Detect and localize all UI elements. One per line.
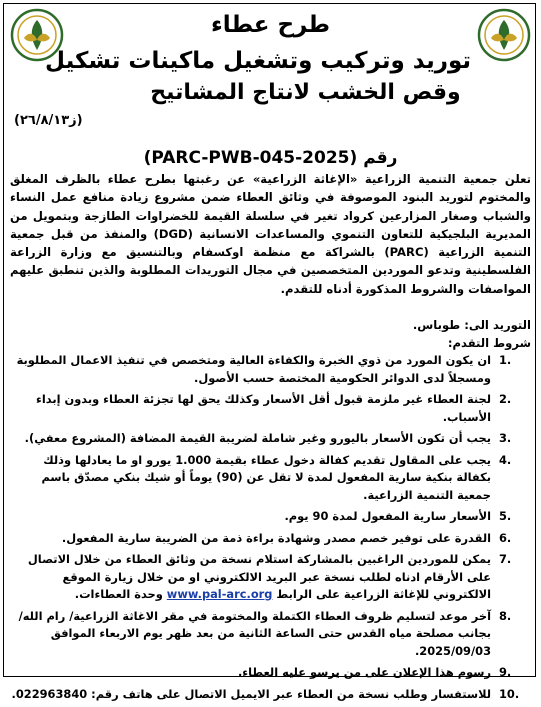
title-tender: طرح عطاء bbox=[210, 12, 331, 38]
condition-item: 5. الأسعار سارية المفعول لمدة 90 يوم. bbox=[284, 509, 512, 523]
title-pallet-wood: وقص الخشب لانتاج المشاتيح bbox=[150, 80, 461, 105]
supply-location: التوريد الى: طوباس. bbox=[412, 318, 531, 332]
tender-number: رقم (PARC-PWB-045-2025) bbox=[143, 148, 398, 168]
condition-item: 1. ان يكون المورد من ذوي الخبرة والكفاءة العالية ومتخصص في تنفيذ الاعمال المطلوبة ومسجلاً لدى الدوائر الحكومية المختصة حسب الأصول. bbox=[16, 353, 512, 385]
title-supply-machines: توريد وتركيب وتشغيل ماكينات تشكيل bbox=[45, 48, 471, 74]
condition-item: 3. يجب أن تكون الأسعار باليورو وغير شاملة لضريبة القيمة المضافة (المشروع معفي). bbox=[24, 431, 512, 445]
parc-logo-right bbox=[477, 8, 531, 62]
intro-paragraph bbox=[10, 170, 531, 298]
condition-item: 6. القدرة على توفير خصم مصدر وشهادة براءة ذمة من الضريبة سارية المفعول. bbox=[61, 530, 512, 545]
condition-item: 7. يمكن للموردين الراغبين بالمشاركة استلام نسخة من وثائق العطاء من خلال الاتصال على الأرقام ادناه لطلب نسخة عبر البريد الالكتروني او من خلال زيارة الموقع الالكتروني للإغاثة الزراعية على الرابط www.pal-arc.org وحدة العطاءات. bbox=[27, 552, 512, 601]
conditions-heading: شروط التقدم: bbox=[447, 336, 531, 350]
condition-item: 2. لجنة العطاء غير ملزمة قبول أقل الأسعار وكذلك يحق لها تجزئة العطاء وبدون إبداء الأسباب. bbox=[36, 392, 512, 424]
condition-item: 10. للاستفسار وطلب نسخة من العطاء عبر الايميل الاتصال على هاتف رقم: 022963840. bbox=[11, 686, 520, 701]
reference-code: (ز٢٦/٨/١٣) bbox=[14, 113, 83, 128]
website-link[interactable]: www.pal-arc.org bbox=[166, 587, 273, 601]
conditions-list bbox=[10, 352, 531, 707]
condition-item: 4. يجب على المقاول تقديم كفالة دخول عطاء بقيمة 1.000 يورو او ما يعادلها وذلك بكفالة بنكية سارية المفعول لمدة لا تقل عن (90) يوماً أو شيك بنكي مصدّق باسم جمعية التنمية الزراعية. bbox=[41, 452, 512, 502]
condition-item: 8. آخر موعد لتسليم ظروف العطاء الكتملة والمختومة في مقر الاغاثة الزراعية/ رام الله/ بجانب مصلحة مياه القدس حتى الساعة الثانية من بعد ظهر يوم الاربعاء الموافق 2025/09/03. bbox=[18, 608, 512, 658]
condition-item: 9. رسوم هذا الإعلان على من يرسو عليه العطاء. bbox=[237, 665, 512, 679]
intro-text: تعلن جمعية التنمية الزراعية «الإغاثة الزراعية» عن رغبتها بطرح عطاء بالظرف المغلق والمختوم لتوريد البنود الموصوفة في وثائق العطاء ضمن مشروع زيادة منافع عمل النساء والشباب وصغار المزارعين كرواد تغير في سلسلة القيمة للخضراوات الطازجة وبتمويل من المديرية البلجيكية للتعاون التنموي والمساعدات الانسانية (DGD) والمنفذ من قبل جمعية التنمية الزراعية (PARC) بالشراكة مع منظمة اوكسفام وبالتنسيق مع وزارة الزراعة الفلسطينية وتدعو الموردين المتخصصين في مجال التوريدات المطلوبة والذين تنطبق عليهم المواصفات والشروط المذكورة أدناه للتقدم. bbox=[10, 172, 532, 296]
